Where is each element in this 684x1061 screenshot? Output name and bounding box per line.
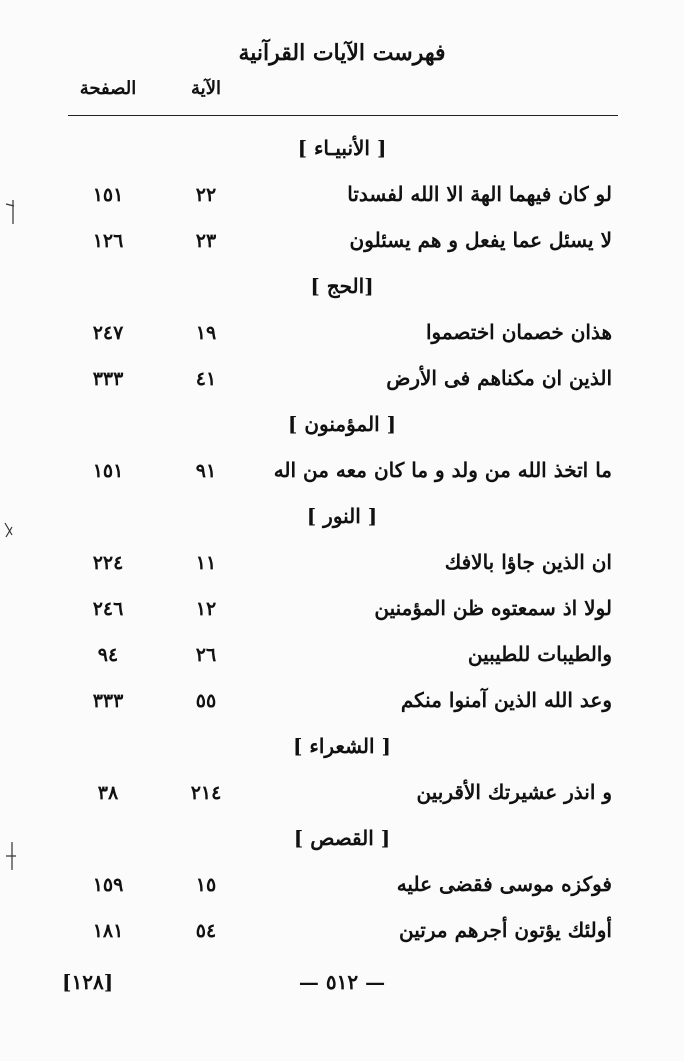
verse-entry (0, 772, 684, 818)
verse-number: ١٥ (195, 874, 217, 896)
verse-entry (0, 174, 684, 220)
verse-text: والطيبات للطيبين (467, 642, 612, 666)
verse-number: ١١ (195, 552, 217, 574)
page-number: ١٢٦ (92, 230, 124, 252)
verse-number: ٤١ (195, 368, 217, 390)
verse-text: هذان خصمان اختصموا (425, 320, 612, 344)
verse-index-list (0, 128, 684, 956)
page-number: ١٥٩ (92, 874, 124, 896)
footer-code: [١٢٨] (62, 970, 114, 994)
margin-mark-icon (2, 515, 16, 547)
page-number: ٩٤ (97, 644, 119, 666)
footer-page-number: — ٥١٢ — (298, 970, 386, 994)
verse-entry (0, 864, 684, 910)
verse-text: لولا اذ سمعتوه ظن المؤمنين (374, 596, 612, 620)
verse-number: ٢٢ (195, 184, 217, 206)
surah-heading: [الحج ] (310, 274, 374, 298)
verse-text: لو كان فيهما الهة الا الله لفسدتا (347, 182, 612, 206)
column-header-verse: الآية (191, 78, 221, 99)
page-number: ٢٤٦ (92, 598, 124, 620)
page-number: ١٨١ (92, 920, 124, 942)
verse-entry (0, 450, 684, 496)
page-number: ٣٣٣ (92, 690, 124, 712)
surah-heading: [ المؤمنون ] (287, 412, 397, 436)
verse-number: ٥٥ (195, 690, 217, 712)
verse-entry (0, 358, 684, 404)
verse-entry (0, 312, 684, 358)
verse-number: ٩١ (195, 460, 217, 482)
surah-heading: [ النور ] (306, 504, 378, 528)
verse-entry (0, 634, 684, 680)
verse-text: ان الذين جاؤا بالافك (444, 550, 612, 574)
verse-entry (0, 680, 684, 726)
verse-number: ١٩ (195, 322, 217, 344)
verse-entry (0, 588, 684, 634)
page-number: ١٥١ (92, 460, 124, 482)
verse-text: ما اتخذ الله من ولد و ما كان معه من اله (273, 458, 612, 482)
column-header-page: الصفحة (79, 78, 137, 99)
verse-number: ٢٣ (195, 230, 217, 252)
verse-number: ٥٤ (195, 920, 217, 942)
verse-text: فوكزه موسى فقضى عليه (396, 872, 612, 896)
verse-number: ٢٦ (195, 644, 217, 666)
page-number: ٢٢٤ (92, 552, 124, 574)
verse-entry (0, 220, 684, 266)
verse-entry (0, 910, 684, 956)
surah-heading: [ القصص ] (293, 826, 391, 850)
verse-entry (0, 542, 684, 588)
verse-number: ٢١٤ (190, 782, 222, 804)
header-rule (68, 115, 618, 116)
surah-heading: [ الشعراء ] (293, 734, 391, 758)
margin-mark-icon (4, 840, 18, 872)
page-number: ٢٤٧ (92, 322, 124, 344)
verse-text: أولئك يؤتون أجرهم مرتين (399, 918, 612, 942)
page-title: فهرست الآيات القرآنية (238, 40, 446, 66)
page-number: ٣٣٣ (92, 368, 124, 390)
page-number: ١٥١ (92, 184, 124, 206)
verse-text: و انذر عشيرتك الأقربين (416, 780, 612, 804)
verse-number: ١٢ (195, 598, 217, 620)
page-number: ٣٨ (97, 782, 119, 804)
verse-text: وعد الله الذين آمنوا منكم (400, 688, 612, 712)
surah-heading: [ الأنبيـاء ] (297, 136, 387, 160)
verse-text: لا يسئل عما يفعل و هم يسئلون (349, 228, 612, 252)
verse-text: الذين ان مكناهم فى الأرض (386, 366, 612, 390)
margin-mark-icon (4, 196, 18, 228)
